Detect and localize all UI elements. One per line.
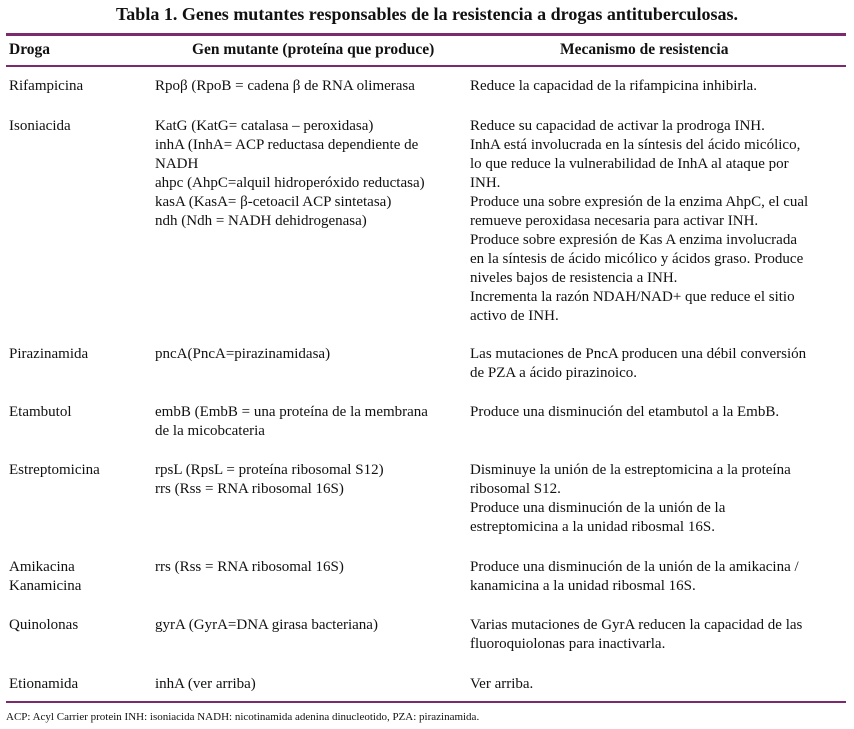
mechanism-cell xyxy=(470,558,845,596)
gene-cell-line: ndh (Ndh = NADH dehidrogenasa) xyxy=(155,213,367,229)
gene-cell-line: pncA(PncA=pirazinamidasa) xyxy=(155,346,331,362)
mechanism-cell-line: en la síntesis de ácido micólico y ácidos graso. Produce xyxy=(470,251,804,267)
gene-cell-line: inhA (ver arriba) xyxy=(155,676,256,692)
gene-cell xyxy=(155,675,455,694)
gene-cell xyxy=(155,345,455,364)
header-drug: Droga xyxy=(9,41,51,58)
mechanism-cell-line: Produce una disminución de la unión de la amikacina / xyxy=(470,559,799,575)
mechanism-cell-line: Varias mutaciones de GyrA reducen la capacidad de las xyxy=(470,617,803,633)
mechanism-cell-line: fluoroquiolonas para inactivarla. xyxy=(470,636,666,652)
drug-cell-line: Etambutol xyxy=(9,404,72,420)
mechanism-cell xyxy=(470,117,845,326)
gene-cell-line: inhA (InhA= ACP reductasa dependiente de xyxy=(155,137,419,153)
gene-cell-line: kasA (KasA= β-cetoacil ACP sintetasa) xyxy=(155,194,392,210)
mechanism-cell xyxy=(470,345,845,383)
drug-cell-line: Rifampicina xyxy=(9,78,84,94)
mechanism-cell xyxy=(470,461,845,537)
gene-cell xyxy=(155,403,455,441)
header-rule xyxy=(6,65,846,67)
drug-cell-line: Estreptomicina xyxy=(9,462,100,478)
top-rule xyxy=(6,33,846,36)
mechanism-cell xyxy=(470,403,845,422)
mechanism-cell-line: Produce una sobre expresión de la enzima AhpC, el cual xyxy=(470,194,809,210)
mechanism-cell-line: lo que reduce la vulnerabilidad de InhA al ataque por xyxy=(470,156,789,172)
mechanism-cell-line: Produce una disminución de la unión de la xyxy=(470,500,726,516)
mechanism-cell xyxy=(470,77,845,96)
drug-cell xyxy=(9,345,144,364)
mechanism-cell-line: Reduce su capacidad de activar la prodroga INH. xyxy=(470,118,765,134)
drug-cell-line: Etionamida xyxy=(9,676,79,692)
mechanism-cell-line: Reduce la capacidad de la rifampicina inhibirla. xyxy=(470,78,757,94)
drug-cell-line: Amikacina xyxy=(9,559,75,575)
gene-cell-line: rpsL (RpsL = proteína ribosomal S12) xyxy=(155,462,384,478)
mechanism-cell-line: Produce una disminución del etambutol a la EmbB. xyxy=(470,404,780,420)
gene-cell-line: gyrA (GyrA=DNA girasa bacteriana) xyxy=(155,617,378,633)
gene-cell-line: KatG (KatG= catalasa – peroxidasa) xyxy=(155,118,374,134)
bottom-rule xyxy=(6,701,846,703)
drug-cell xyxy=(9,117,144,136)
mechanism-cell-line: ribosomal S12. xyxy=(470,481,561,497)
mechanism-cell-line: Produce sobre expresión de Kas A enzima involucrada xyxy=(470,232,797,248)
mechanism-cell-line: kanamicina a la unidad ribosmal 16S. xyxy=(470,578,696,594)
footnote: ACP: Acyl Carrier protein INH: isoniacida NADH: nicotinamida adenina dinucleotido, PZA: pirazinamida. xyxy=(6,711,480,723)
drug-cell xyxy=(9,675,144,694)
gene-cell-line: NADH xyxy=(155,156,199,172)
mechanism-cell-line: INH. xyxy=(470,175,501,191)
mechanism-cell-line: de PZA a ácido pirazinoico. xyxy=(470,365,638,381)
mechanism-cell-line: Disminuye la unión de la estreptomicina a la proteína xyxy=(470,462,791,478)
mechanism-cell-line: InhA está involucrada en la síntesis del ácido micólico, xyxy=(470,137,801,153)
table-title: Tabla 1. Genes mutantes responsables de la resistencia a drogas antituberculosas. xyxy=(115,4,739,24)
mechanism-cell-line: Las mutaciones de PncA producen una débil conversión xyxy=(470,346,807,362)
mechanism-cell xyxy=(470,616,845,654)
header-mechanism: Mecanismo de resistencia xyxy=(560,41,729,58)
mechanism-cell-line: remueve peroxidasa necesaria para activar INH. xyxy=(470,213,759,229)
gene-cell xyxy=(155,117,455,231)
gene-cell-line: de la micobcateria xyxy=(155,423,265,439)
drug-cell xyxy=(9,616,144,635)
drug-cell-line: Kanamicina xyxy=(9,578,82,594)
gene-cell xyxy=(155,558,455,577)
gene-cell xyxy=(155,77,455,96)
gene-cell-line: embB (EmbB = una proteína de la membrana xyxy=(155,404,428,420)
drug-cell xyxy=(9,461,144,480)
gene-cell-line: Rpoβ (RpoB = cadena β de RNA olimerasa xyxy=(155,78,415,94)
gene-cell-line: ahpc (AhpC=alquil hidroperóxido reductasa) xyxy=(155,175,425,191)
mechanism-cell xyxy=(470,675,845,694)
mechanism-cell-line: niveles bajos de resistencia a INH. xyxy=(470,270,678,286)
drug-cell xyxy=(9,77,144,96)
drug-cell xyxy=(9,403,144,422)
drug-cell-line: Isoniacida xyxy=(9,118,71,134)
drug-cell-line: Quinolonas xyxy=(9,617,79,633)
gene-cell xyxy=(155,461,455,499)
header-gene: Gen mutante (proteína que produce) xyxy=(192,41,435,58)
mechanism-cell-line: Incrementa la razón NDAH/NAD+ que reduce el sitio xyxy=(470,289,795,305)
mechanism-cell-line: Ver arriba. xyxy=(470,676,534,692)
drug-cell-line: Pirazinamida xyxy=(9,346,89,362)
drug-cell xyxy=(9,558,144,596)
gene-cell-line: rrs (Rss = RNA ribosomal 16S) xyxy=(155,559,344,575)
mechanism-cell-line: activo de INH. xyxy=(470,308,559,324)
mechanism-cell-line: estreptomicina a la unidad ribosmal 16S. xyxy=(470,519,715,535)
gene-cell xyxy=(155,616,455,635)
gene-cell-line: rrs (Rss = RNA ribosomal 16S) xyxy=(155,481,344,497)
